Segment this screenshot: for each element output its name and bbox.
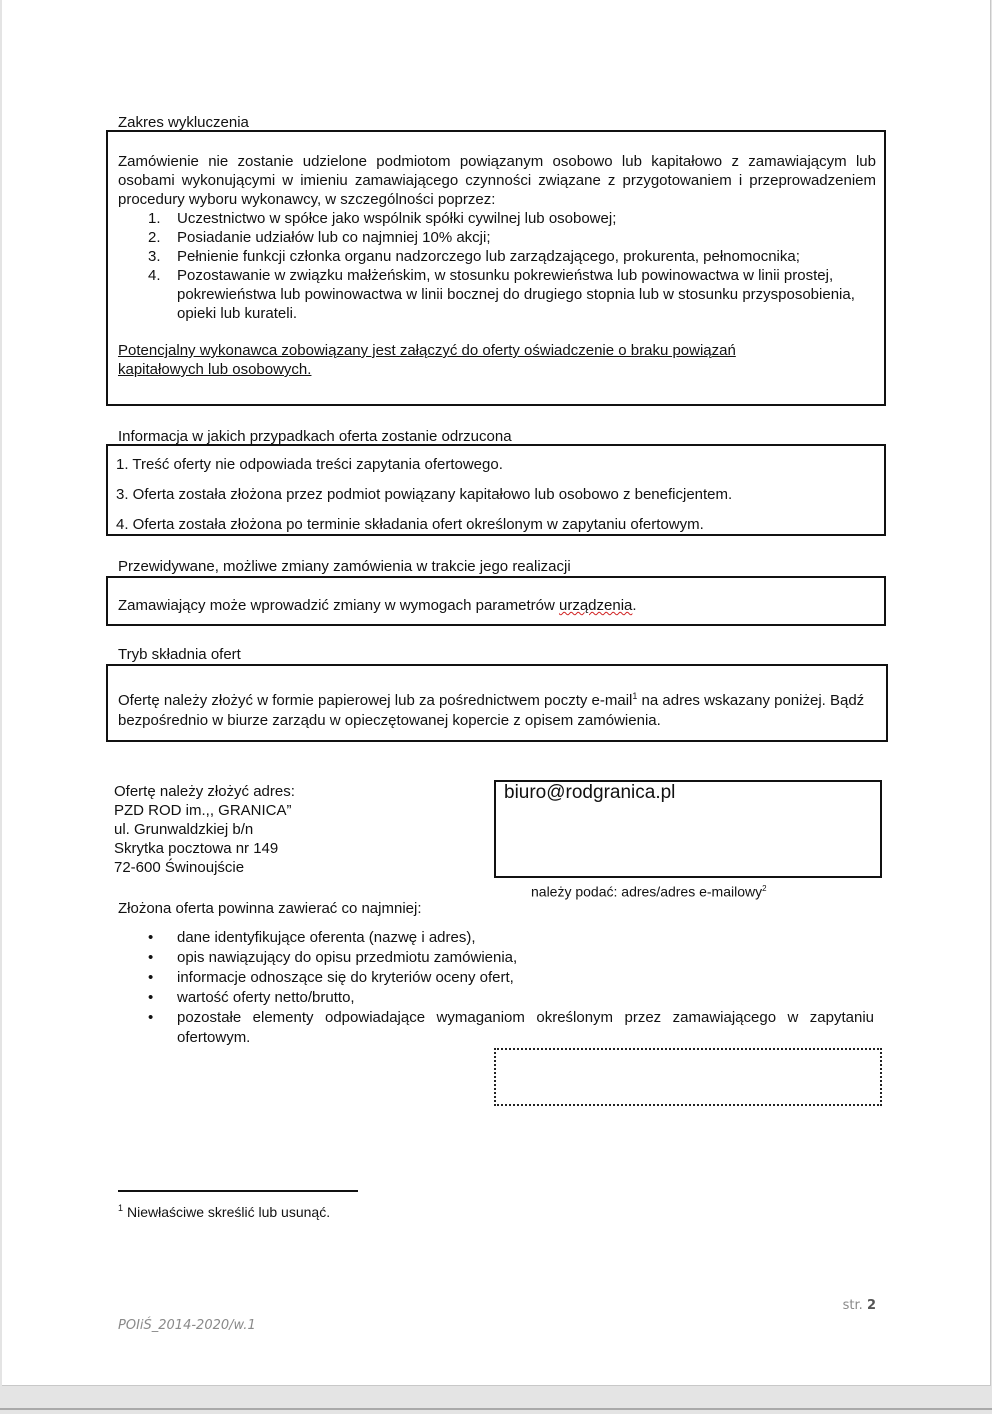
address-line: 72-600 Świnoujście [114,859,245,876]
address-line: Skrytka pocztowa nr 149 [114,840,279,857]
contents-item: • opis nawiązujący do opisu przedmiotu zamówienia, [148,949,518,966]
email-box [494,780,882,878]
footnote: $^1$ Niewłaściwe skreślić lub usunąć. [118,1203,331,1220]
rejection-item: 4. Oferta została złożona po terminie składania ofert określonym w zapytaniu ofertowym. [116,516,704,533]
contents-item: • pozostałe elementy odpowiadające wymaganiom określonym przez zamawiającego w zapytaniu ofertowym. [148,1009,874,1046]
exclusion-item: 1. Uczestnictwo w spółce jako wspólnik spółki cywilnej lub osobowej; [148,210,617,227]
address-line: Ofertę należy złożyć adres: [114,783,295,800]
document-page [2,0,991,1386]
exclusion-note: Potencjalny wykonawca zobowiązany jest załączyć do oferty oświadczenie o braku powiązań kapitałowych lub osobowych. [118,342,736,378]
address-line: ul. Grunwaldzkiej b/n [114,821,254,838]
contents-item: • wartość oferty netto/brutto, [148,989,355,1006]
exclusion-list [118,209,876,323]
changes-title: Przewidywane, możliwe zmiany zamówienia w trakcie jego realizacji [118,558,571,575]
exclusion-box [106,130,886,406]
address-block [114,782,295,877]
exclusion-item: 3. Pełnienie funkcji członka organu nadzorczego lub zarządzającego, prokurenta, pełnomocnika; [148,248,800,265]
rejection-item: 1. Treść oferty nie odpowiada treści zapytania ofertowego. [116,456,503,473]
address-line: PZD ROD im.,, GRANICA” [114,802,292,819]
rejection-box [106,444,886,536]
exclusion-item: 4. Pozostawanie w związku małżeńskim, w stosunku pokrewieństwa lub powinowactwa w linii prostej, pokrewieństwa lub powinowactwa w linii bocznej do drugiego stopnia lub w stosunku przysposobienia, opieki lub kurateli. [148,267,855,322]
footnote-ref: 1 [632,691,638,701]
contents-list [118,928,874,1048]
document-code: POIiŚ_2014-2020/w.1 [118,1318,256,1333]
exclusion-title: Zakres wykluczenia [118,114,249,131]
email-caption: należy podać: adres/adres e-mailowy$^2$ [531,883,767,900]
submission-box [106,664,888,742]
window-bottom-edge [0,1408,992,1410]
signature-placeholder-box [494,1048,882,1106]
spellcheck-marked-word: urządzenia [558,597,633,614]
rejection-item: 3. Oferta została złożona przez podmiot powiązany kapitałowo lub osobowo z beneficjentem. [116,486,733,503]
footnote-separator [118,1190,358,1192]
contents-item: • informacje odnoszące się do kryteriów oceny ofert, [148,969,514,986]
contents-item: • dane identyfikujące oferenta (nazwę i adres), [148,929,476,946]
contents-title: Złożona oferta powinna zawierać co najmniej: [118,900,422,917]
rejection-title: Informacja w jakich przypadkach oferta zostanie odrzucona [118,428,512,445]
changes-box [106,576,886,626]
page-number: str. 2 [842,1298,876,1313]
submission-title: Tryb składnia ofert [118,646,241,663]
exclusion-intro: Zamówienie nie zostanie udzielone podmiotom powiązanym osobowo lub kapitałowo z zamawiającym lub osobami wykonującymi w imieniu zamawiającego czynności związane z przygotowaniem i przeprowadzeniem procedury wyboru wykonawcy, w szczególności poprzez: [118,153,876,208]
changes-text: Zamawiający może wprowadzić zmiany w wymogach parametrów urządzenia. [118,597,637,614]
exclusion-item: 2. Posiadanie udziałów lub co najmniej 10% akcji; [148,229,491,246]
submission-text: Ofertę należy złożyć w formie papierowej lub za pośrednictwem poczty e-mail$^1$ na adres wskazany poniżej. Bądź bezpośrednio w biurze zarządu w opieczętowanej kopercie z opisem zamówienia. [118,691,865,729]
email-address: biuro@rodgranica.pl [504,782,676,803]
